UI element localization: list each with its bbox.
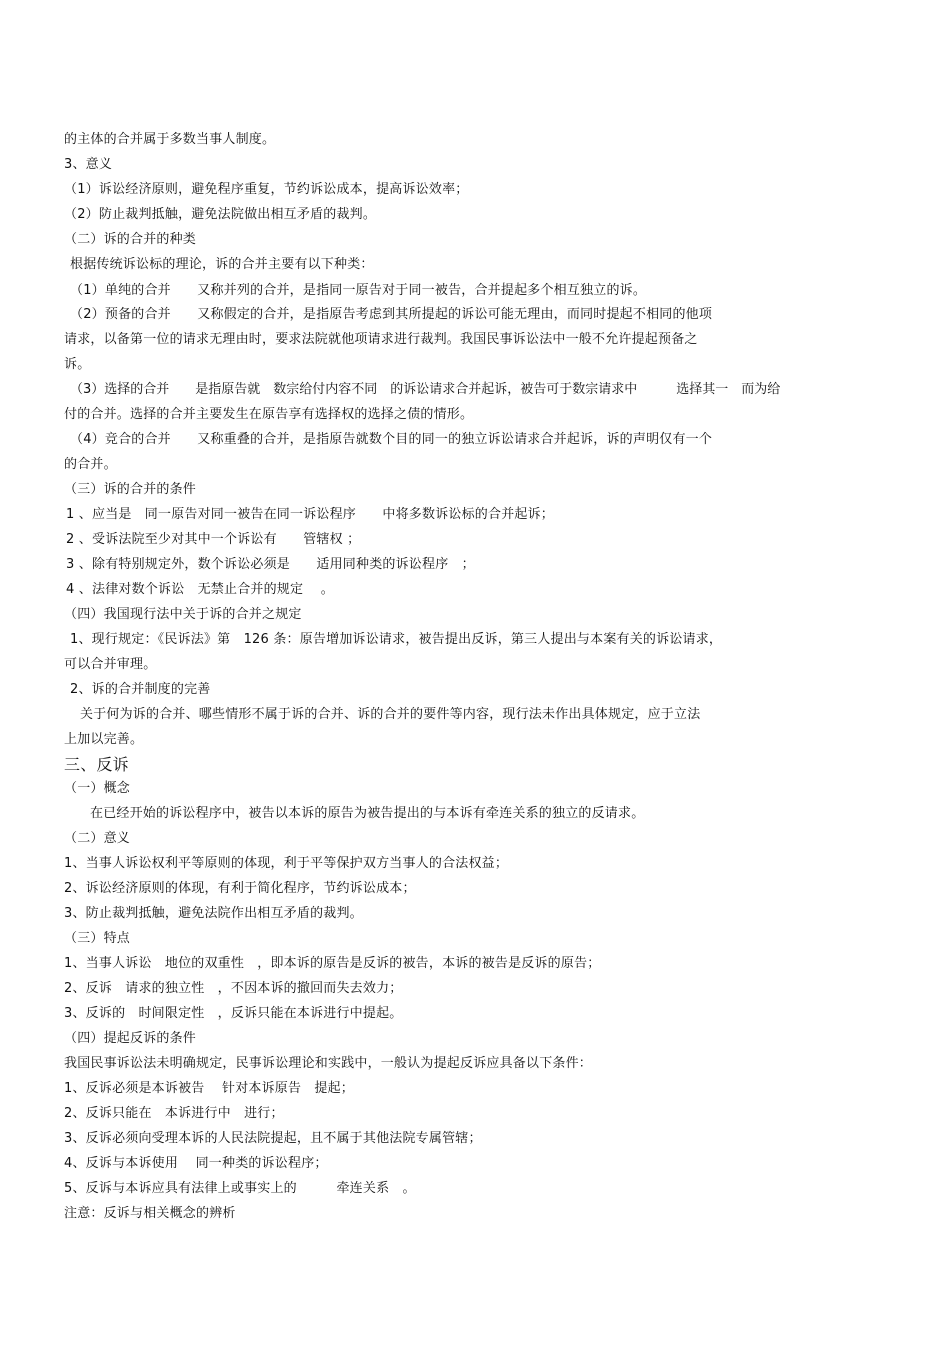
text-line: 1、反诉必须是本诉被告 针对本诉原告 提起； (64, 1081, 355, 1096)
section-heading: （四）提起反诉的条件 (64, 1031, 197, 1046)
note-line: 注意：反诉与相关概念的辨析 (64, 1206, 236, 1221)
section-heading: （二）诉的合并的种类 (64, 232, 197, 247)
text-line: （4）竞合的合并 又称重叠的合并，是指原告就数个目的同一的独立诉讼请求合并起诉，诉的声明仅有一个 (70, 432, 713, 447)
section-heading: （四）我国现行法中关于诉的合并之规定 (64, 607, 302, 622)
text-line: 诉。 (64, 357, 91, 372)
text-line: 付的合并。选择的合并主要发生在原告享有选择权的选择之债的情形。 (64, 407, 474, 422)
text-line: 的合并。 (64, 457, 117, 472)
text-line: 请求，以备第一位的请求无理由时，要求法院就他项请求进行裁判。我国民事诉讼法中一般不允许提起预备之 (64, 332, 698, 347)
chapter-heading: 三、反诉 (64, 755, 129, 774)
text-line: 3、反诉必须向受理本诉的人民法院提起，且不属于其他法院专属管辖； (64, 1131, 482, 1146)
text-line: 2、诉讼经济原则的体现，有利于简化程序，节约诉讼成本； (64, 881, 416, 896)
text-line: 1、当事人诉讼权利平等原则的体现，利于平等保护双方当事人的合法权益； (64, 856, 509, 871)
text-line: 2、诉的合并制度的完善 (70, 682, 211, 697)
text-line: 我国民事诉讼法未明确规定，民事诉讼理论和实践中，一般认为提起反诉应具备以下条件： (64, 1056, 593, 1071)
section-heading: （三）诉的合并的条件 (64, 482, 197, 497)
text-line: 3、防止裁判抵触，避免法院作出相互矛盾的裁判。 (64, 906, 363, 921)
text-line: 4 、法律对数个诉讼 无禁止合并的规定 。 (66, 582, 334, 597)
section-heading: 3、意义 (64, 157, 113, 172)
text-line: 2 、受诉法院至少对其中一个诉讼有 管辖权 ； (66, 532, 361, 547)
text-line: 4、反诉与本诉使用 同一种类的诉讼程序； (64, 1156, 328, 1171)
section-heading: （一）概念 (64, 781, 131, 796)
text-line: 3、反诉的 时间限定性 ，反诉只能在本诉进行中提起。 (64, 1006, 403, 1021)
text-line: 根据传统诉讼标的理论，诉的合并主要有以下种类： (70, 257, 374, 272)
text-line: 1、现行规定：《民诉法》第 126 条：原告增加诉讼请求，被告提出反诉，第三人提出与本案有关的诉讼请求， (70, 632, 723, 647)
text-line: （1）诉讼经济原则，避免程序重复，节约诉讼成本，提高诉讼效率； (64, 182, 469, 197)
text-line: 2、反诉只能在 本诉进行中 进行； (64, 1106, 284, 1121)
text-line: 1、当事人诉讼 地位的双重性 ，即本诉的原告是反诉的被告，本诉的被告是反诉的原告； (64, 956, 601, 971)
section-heading: （二）意义 (64, 831, 131, 846)
text-line: 上加以完善。 (64, 732, 144, 747)
text-line: 可以合并审理。 (64, 657, 157, 672)
text-line: 5、反诉与本诉应具有法律上或事实上的 牵连关系 。 (64, 1181, 416, 1196)
text-line: 关于何为诉的合并、哪些情形不属于诉的合并、诉的合并的要件等内容，现行法未作出具体规定，应于立法 (80, 707, 701, 722)
text-line: 在已经开始的诉讼程序中，被告以本诉的原告为被告提出的与本诉有牵连关系的独立的反请求。 (90, 806, 645, 821)
section-heading: （三）特点 (64, 931, 131, 946)
text-line: 3 、除有特别规定外，数个诉讼必须是 适用同种类的诉讼程序 ； (66, 557, 475, 572)
text-line: （2）防止裁判抵触，避免法院做出相互矛盾的裁判。 (64, 207, 377, 222)
text-line: （3）选择的合并 是指原告就 数宗给付内容不同 的诉讼请求合并起诉，被告可于数宗请求中 选择其一 而为给 (70, 382, 781, 397)
text-line: （2）预备的合并 又称假定的合并，是指原告考虑到其所提起的诉讼可能无理由，而同时提起不相同的他项 (70, 307, 713, 322)
text-line: 1 、应当是 同一原告对同一被告在同一诉讼程序 中将多数诉讼标的合并起诉； (66, 507, 555, 522)
text-line: 2、反诉 请求的独立性 ，不因本诉的撤回而失去效力； (64, 981, 403, 996)
text-line: 的主体的合并属于多数当事人制度。 (64, 132, 276, 147)
text-line: （1）单纯的合并 又称并列的合并，是指同一原告对于同一被告，合并提起多个相互独立的诉。 (70, 283, 647, 298)
